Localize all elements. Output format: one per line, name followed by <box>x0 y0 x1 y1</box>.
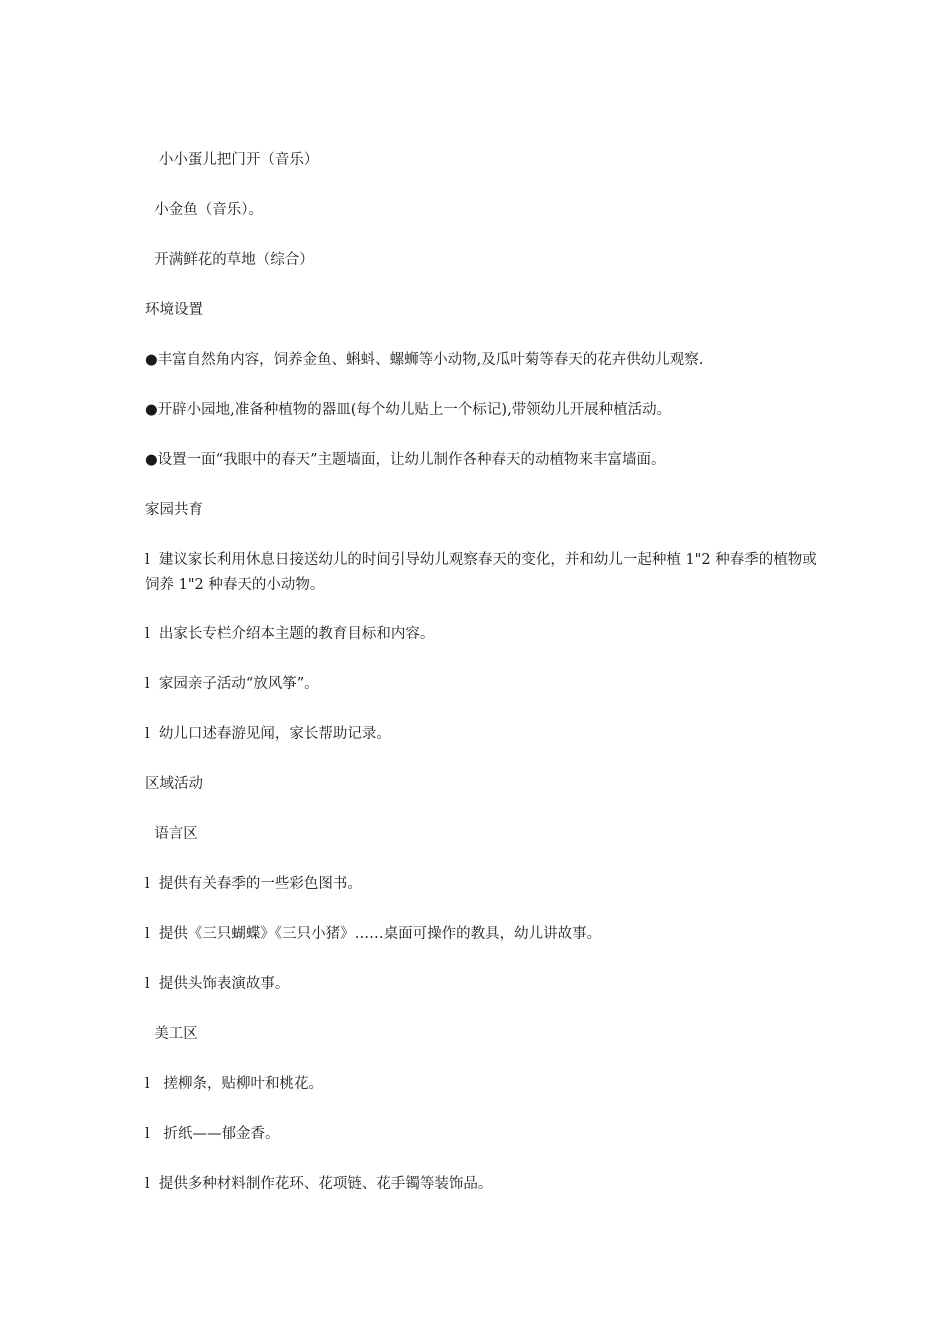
language-item-story-tools: l 提供《三只蝴蝶》《三只小猪》……桌面可操作的教具，幼儿讲故事。 <box>145 926 602 942</box>
language-item-picture-books: l 提供有关春季的一些彩色图书。 <box>145 876 362 892</box>
home-school-item-kite: l 家园亲子活动“放风筝”。 <box>145 676 319 692</box>
section-heading-home-school: 家园共育 <box>145 502 203 518</box>
home-school-item-parent-column: l 出家长专栏介绍本主题的教育目标和内容。 <box>145 626 435 642</box>
subheading-art-area: 美工区 <box>145 1026 198 1042</box>
art-item-origami-tulip: l 折纸——郁金香。 <box>145 1126 280 1142</box>
environment-item-nature-corner: ●丰富自然角内容，饲养金鱼、蝌蚪、螺蛳等小动物,及瓜叶菊等春天的花卉供幼儿观察. <box>145 352 704 368</box>
environment-item-garden: ●开辟小园地,准备种植物的器皿(每个幼儿贴上一个标记),带领幼儿开展种植活动。 <box>145 402 672 418</box>
activity-item-goldfish-music: 小金鱼（音乐）。 <box>145 202 263 218</box>
subheading-language-area: 语言区 <box>145 826 198 842</box>
art-item-willow: l 搓柳条，贴柳叶和桃花。 <box>145 1076 323 1092</box>
section-heading-area-activities: 区域活动 <box>145 776 203 792</box>
environment-item-theme-wall: ●设置一面“我眼中的春天”主题墙面，让幼儿制作各种春天的动植物来丰富墙面。 <box>145 452 666 468</box>
activity-item-egg-music: 小小蛋儿把门开（音乐） <box>145 152 319 168</box>
art-item-flower-accessories: l 提供多种材料制作花环、花项链、花手镯等装饰品。 <box>145 1176 493 1192</box>
activity-item-flower-meadow: 开满鲜花的草地（综合） <box>145 252 314 268</box>
section-heading-environment: 环境设置 <box>145 302 203 318</box>
home-school-item-spring-trip: l 幼儿口述春游见闻，家长帮助记录。 <box>145 726 391 742</box>
language-item-headwear-story: l 提供头饰表演故事。 <box>145 976 290 992</box>
home-school-item-parents-guide: l 建议家长利用休息日接送幼儿的时间引导幼儿观察春天的变化，并和幼儿一起种植 1"2 种春季的植物或饲养 1"2 种春天的小动物。 <box>145 552 817 593</box>
